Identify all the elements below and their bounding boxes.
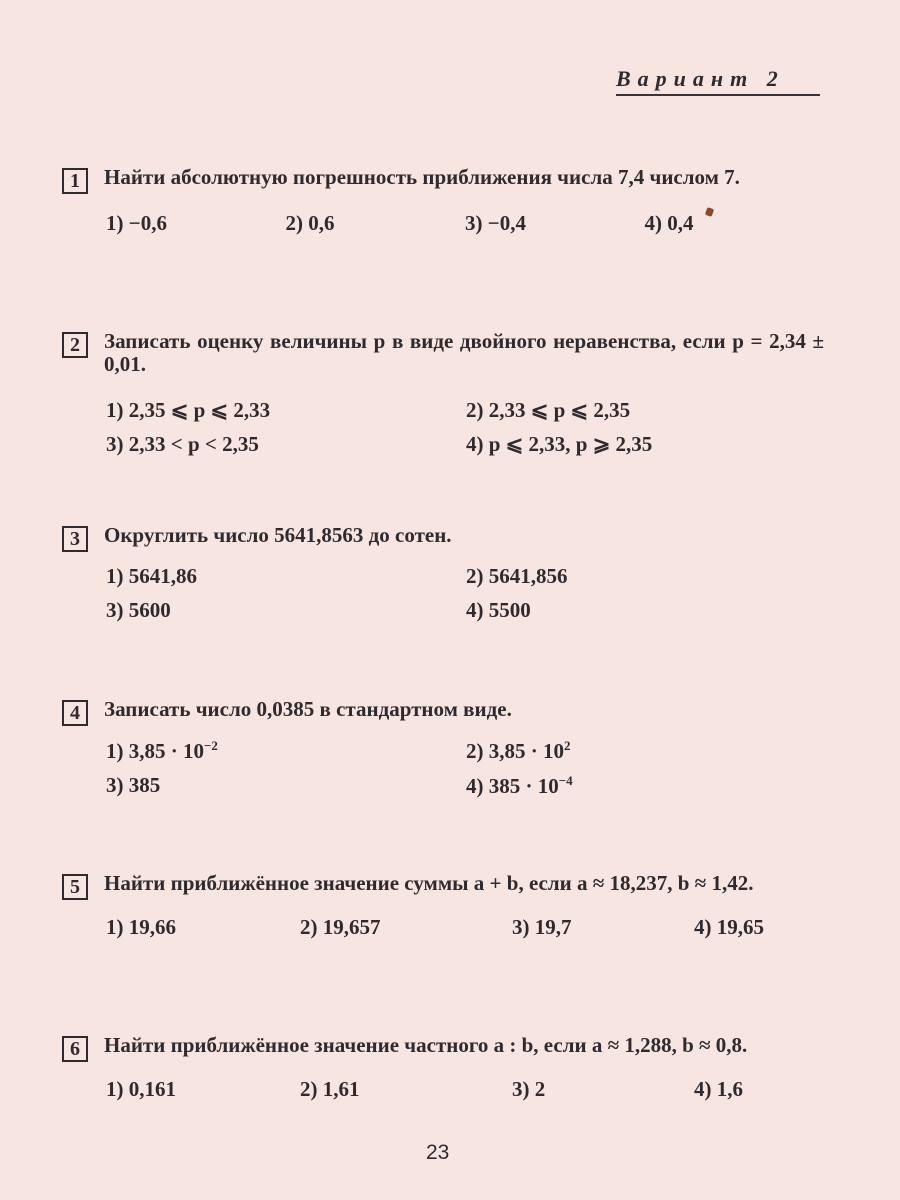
answer-option: 4) 1,6: [694, 1077, 743, 1101]
answer-options: [106, 211, 824, 236]
answer-option: 2) 2,33 ⩽ p ⩽ 2,35: [466, 398, 631, 422]
page-number: 23: [426, 1141, 450, 1164]
exponent: 2: [564, 738, 571, 753]
task-number-box: 3: [62, 526, 88, 552]
answer-options: [106, 398, 824, 457]
answer-option: 1) 2,35 ⩽ p ⩽ 2,33: [106, 398, 271, 422]
answer-options: [106, 1077, 824, 1102]
answer-option: 4) 19,65: [694, 915, 764, 939]
answer-option: 3) −0,4: [465, 211, 526, 235]
answer-option: 2) 1,61: [300, 1077, 360, 1101]
answer-option: 1) −0,6: [106, 211, 167, 235]
answer-option: 4) 0,4: [644, 211, 694, 235]
exponent: −4: [558, 773, 573, 788]
task-6: [62, 1034, 824, 1102]
answer-option: 1) 0,161: [106, 1077, 176, 1101]
variant-heading: Вариант 2: [616, 66, 820, 96]
task-text: Записать число 0,0385 в стандартном виде.: [104, 697, 512, 721]
answer-option: 4) $385 \cdot 10^{-4}$: [466, 773, 573, 798]
answer-option: 3) 385: [106, 773, 161, 797]
answer-option: 3) 2: [512, 1077, 546, 1101]
task-text: Округлить число 5641,8563 до сотен.: [104, 523, 452, 547]
task-number-box: 1: [62, 168, 88, 194]
task-number-box: 2: [62, 332, 88, 358]
task-1: [62, 166, 824, 236]
task-number-box: 6: [62, 1036, 88, 1062]
answer-option: 1) 5641,86: [106, 564, 197, 588]
exponent: −2: [204, 738, 218, 753]
task-4: [62, 698, 824, 799]
answer-option: 1) $3,85 \cdot 10^{-2}$: [106, 738, 218, 763]
answer-option: 2) 5641,856: [466, 564, 568, 588]
task-5: [62, 872, 824, 940]
answer-option: 3) 19,7: [512, 915, 572, 939]
task-number-box: 5: [62, 874, 88, 900]
answer-option: 2) $3,85 \cdot 10^2$: [466, 738, 571, 763]
answer-option: 2) 19,657: [300, 915, 381, 939]
answer-option: 2) 0,6: [285, 211, 335, 235]
answer-option: 1) 19,66: [106, 915, 176, 939]
task-number-box: 4: [62, 700, 88, 726]
task-3: [62, 524, 824, 623]
answer-option: 3) 2,33 < p < 2,35: [106, 432, 259, 456]
answer-option: 4) 5500: [466, 598, 531, 622]
task-2: [62, 330, 824, 457]
task-text: Записать оценку величины p в виде двойного неравенства, если p = 2,34 ± 0,01.: [104, 329, 824, 376]
task-text: Найти приближённое значение частного a : b, если a ≈ 1,288, b ≈ 0,8.: [104, 1033, 748, 1057]
answer-option: 3) 5600: [106, 598, 171, 622]
answer-options: [106, 564, 824, 623]
answer-option: 4) p ⩽ 2,33, p ⩾ 2,35: [466, 432, 653, 456]
answer-options: [106, 738, 824, 799]
answer-options: [106, 915, 824, 940]
task-text: Найти абсолютную погрешность приближения числа 7,4 числом 7.: [104, 165, 740, 189]
task-text: Найти приближённое значение суммы a + b, если a ≈ 18,237, b ≈ 1,42.: [104, 871, 754, 895]
